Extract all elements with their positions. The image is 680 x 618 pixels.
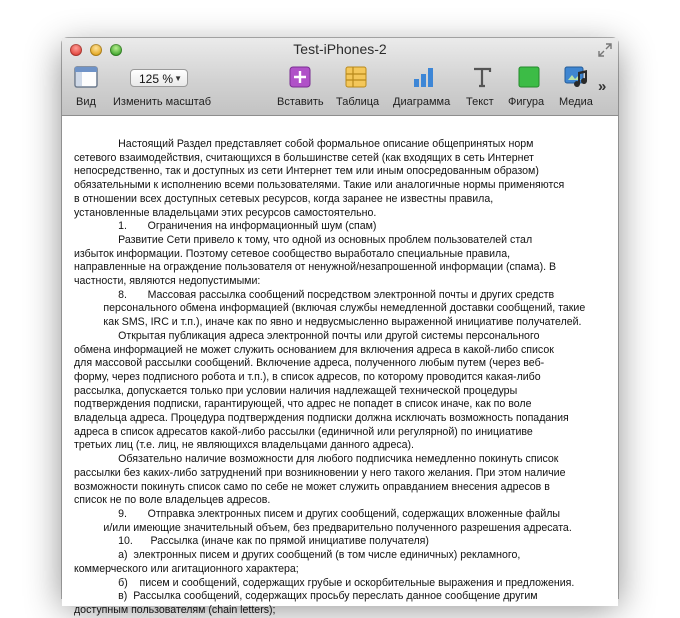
- media-icon: [564, 66, 590, 88]
- table-icon: [345, 66, 367, 88]
- view-label: Вид: [76, 96, 96, 108]
- document-line: Развитие Сети привело к тому, что одной из основных проблем пользователей стал: [74, 233, 533, 246]
- bar-chart-icon: [412, 66, 436, 88]
- toolbar-overflow-icon[interactable]: »: [598, 78, 607, 95]
- text-label: Текст: [466, 96, 494, 108]
- shape-label: Фигура: [508, 96, 545, 108]
- document-line: как SMS, IRC и т.п.), иначе как по явно и недвусмысленно выраженной инициативе получателей.: [74, 316, 582, 329]
- chart-button[interactable]: [412, 66, 436, 93]
- document-line: в) Рассылка сообщений, содержащих просьбу переслать данное сообщение другим: [74, 590, 538, 603]
- document-line: персонального обмена информацией (включая службы немедленной доставки сообщений, такие: [74, 302, 586, 315]
- document-line: и/или имеющие значительный объем, без предварительно полученного разрешения адресата.: [74, 521, 572, 534]
- document-line: 10. Рассылка (иначе как по прямой инициативе получателя): [74, 535, 429, 548]
- document-line: 9. Отправка электронных писем и других сообщений, содержащих вложенные файлы: [74, 507, 561, 520]
- document-line: 1. Ограничения на информационный шум (спам): [74, 220, 377, 233]
- document-line: коммерческого или агитационного характера;: [74, 562, 299, 575]
- document-line: рассылка, допускается только при условии наличия надлежащей технической процедуры: [74, 384, 518, 397]
- document-line: Обязательно наличие возможности для любого подписчика немедленно покинуть список: [74, 453, 559, 466]
- zoom-value: 125 %: [139, 72, 174, 86]
- media-button[interactable]: [564, 66, 590, 93]
- document-line: для массовой рассылки сообщений. Включение адреса, полученного любым путем (через веб-: [74, 357, 545, 370]
- table-label: Таблица: [336, 96, 380, 108]
- document-line: установленные владельцами этих ресурсов самостоятельно.: [74, 206, 377, 219]
- document-line: владельца адреса. Процедура подтверждения подписки должна исключать возможность попадания: [74, 412, 569, 425]
- fullscreen-icon[interactable]: [598, 43, 612, 57]
- document-page[interactable]: [62, 116, 618, 616]
- titlebar: [62, 38, 618, 116]
- zoom-select[interactable]: [130, 69, 188, 87]
- document-line: сетевого взаимодействия, считающихся в большинстве сетей (как входящих в сеть Интернет: [74, 151, 534, 164]
- chart-label: Диаграмма: [393, 96, 451, 108]
- table-button[interactable]: [345, 66, 367, 93]
- text-button[interactable]: [471, 66, 493, 93]
- view-button[interactable]: [74, 66, 98, 93]
- view-icon: [74, 66, 98, 88]
- document-line: возможности покинуть список само по себе не может служить оправданием внесения адресов в: [74, 480, 550, 493]
- document-line: непосредственно, так и доступных из сети Интернет тем или иным опосредованным образом): [74, 165, 539, 178]
- document-line: в отношении всех доступных сетевых ресурсов, когда заранее не известны правила,: [74, 192, 494, 205]
- document-line: направленные на ограждение пользователя от ненужной/незапрошенной информации (спама). В: [74, 261, 557, 274]
- document-line: 8. Массовая рассылка сообщений посредством электронной почты и других средств: [74, 288, 555, 301]
- text-icon: [471, 66, 493, 88]
- document-line: третьих лиц (т.е. лиц, не являющихся владельцами данного адреса).: [74, 439, 414, 452]
- shape-button[interactable]: [518, 66, 540, 93]
- shape-icon: [518, 66, 540, 88]
- insert-icon: [289, 66, 311, 88]
- document-line: Открытая публикация адреса электронной почты или другой системы персонального: [74, 329, 540, 342]
- document-line: Настоящий Раздел представляет собой формальное описание общепринятых норм: [74, 138, 534, 150]
- pages-window: [62, 38, 618, 616]
- media-label: Медиа: [559, 96, 593, 108]
- document-line: обмена информацией не может служить основанием для включения адреса в какой-либо список: [74, 343, 554, 356]
- insert-button[interactable]: [289, 66, 311, 93]
- chevron-down-icon: ▼: [174, 74, 182, 83]
- document-line: а) электронных писем и других сообщений (в том числе единичных) рекламного,: [74, 549, 521, 562]
- document-line: список не по воле владельцев адресов.: [74, 494, 271, 507]
- window-title: Test-iPhones-2: [293, 41, 387, 57]
- document-line: рассылки без каких-либо затруднений при возникновении у него такого желания. При этом наличие: [74, 466, 566, 479]
- zoom-label: Изменить масштаб: [113, 96, 212, 108]
- document-line: форму, через подписного робота и т.п.), в список адресов, по которому проводится какая-либо: [74, 370, 541, 383]
- document-line: подтверждения подписки, гарантирующей, что адрес не попадет в список иначе, как по воле: [74, 398, 532, 411]
- document-body: [74, 138, 606, 618]
- document-line: избыток информации. Поэтому сетевое сообщество выработало специальные правила,: [74, 247, 511, 260]
- document-line: частности, являются недопустимыми:: [74, 275, 261, 288]
- document-line: б) писем и сообщений, содержащих грубые и оскорбительные выражения и предложения.: [74, 576, 575, 589]
- document-line: обязательными к исполнению всеми пользователями. Такие или аналогичные нормы применяются: [74, 179, 565, 192]
- document-line: адреса в список адресатов какой-либо рассылки (единичной или регулярной) по инициативе: [74, 425, 533, 438]
- insert-label: Вставить: [277, 96, 324, 108]
- document-line: доступным пользователям (chain letters);: [74, 603, 276, 616]
